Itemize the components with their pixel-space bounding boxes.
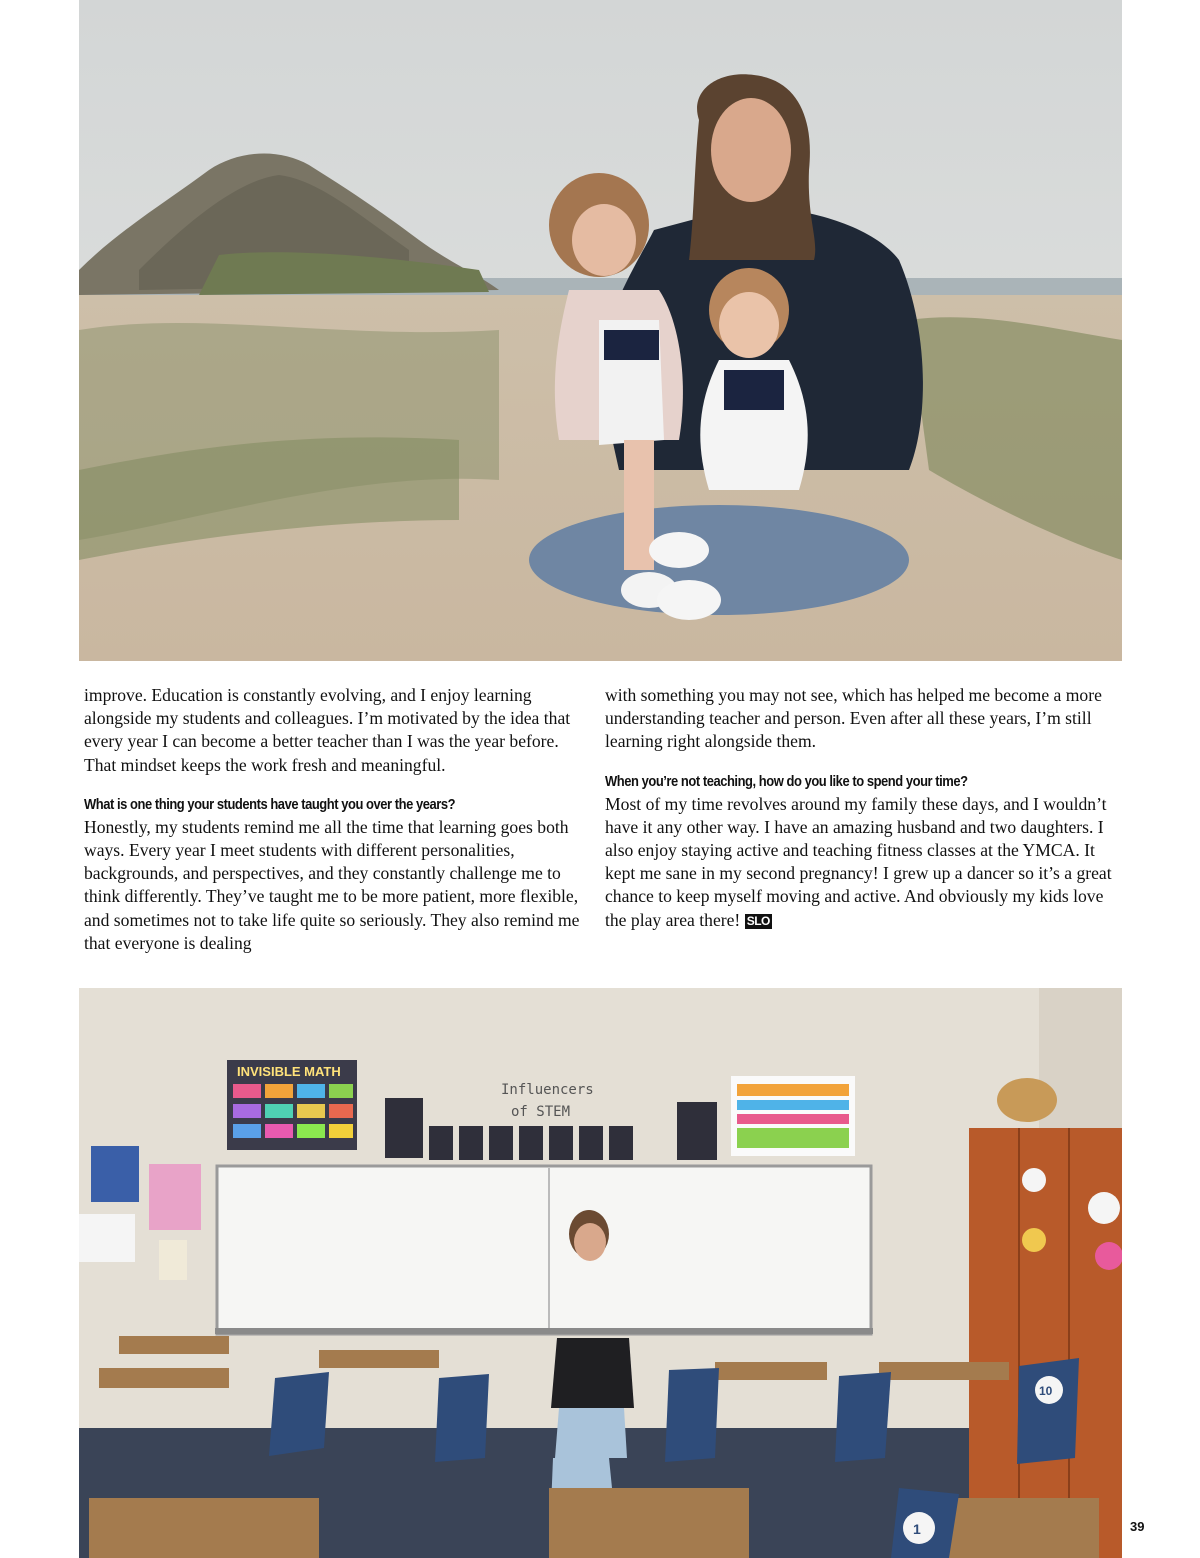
wall-sign-line-1: Influencers [501,1082,594,1098]
article-column-right [605,684,1121,932]
wall-sign-line-2: of STEM [511,1104,571,1120]
classroom-photo [79,988,1122,1558]
continuation-paragraph: with something you may not see, which has helped me become a more understanding teacher and person. Even after all these years, I’m still learning right alongside them. [605,685,1102,752]
beach-family-photo [79,0,1122,661]
intro-paragraph: improve. Education is constantly evolving, and I enjoy learning alongside my students and colleagues. I’m motivated by the idea that every year I can become a better teacher than I was the year before. That mindset keeps the work fresh and meaningful. [84,685,571,775]
page-number: 39 [1130,1519,1145,1534]
poster-title: INVISIBLE MATH [237,1064,341,1079]
desk-number: 10 [1039,1384,1053,1398]
answer-text: Most of my time revolves around my family these days, and I wouldn’t have it any other way. I have an amazing husband and two daughters. I also enjoy staying active and teaching fitness classes at the YMCA. It kept me sane in my second pregnancy! I grew up a dancer so it’s a great chance to keep myself moving and active. And obviously my kids love the play area there! [605,793,1112,930]
end-mark-logo: SLO [746,913,770,928]
article-column-left [84,684,582,955]
interview-question: What is one thing your students have taught you over the years? [84,796,456,813]
desk-number: 1 [913,1521,921,1537]
answer-paragraph: Honestly, my students remind me all the time that learning goes both ways. Every year I meet students with different personalities, backgrounds, and perspectives, and they constantly challenge me to think differently. They’ve taught me to be more patient, more flexible, and sometimes not to take life quite so seriously. They also remind me that everyone is dealing [84,816,580,953]
interview-question: When you’re not teaching, how do you like to spend your time? [605,773,968,790]
answer-paragraph [605,793,1121,932]
